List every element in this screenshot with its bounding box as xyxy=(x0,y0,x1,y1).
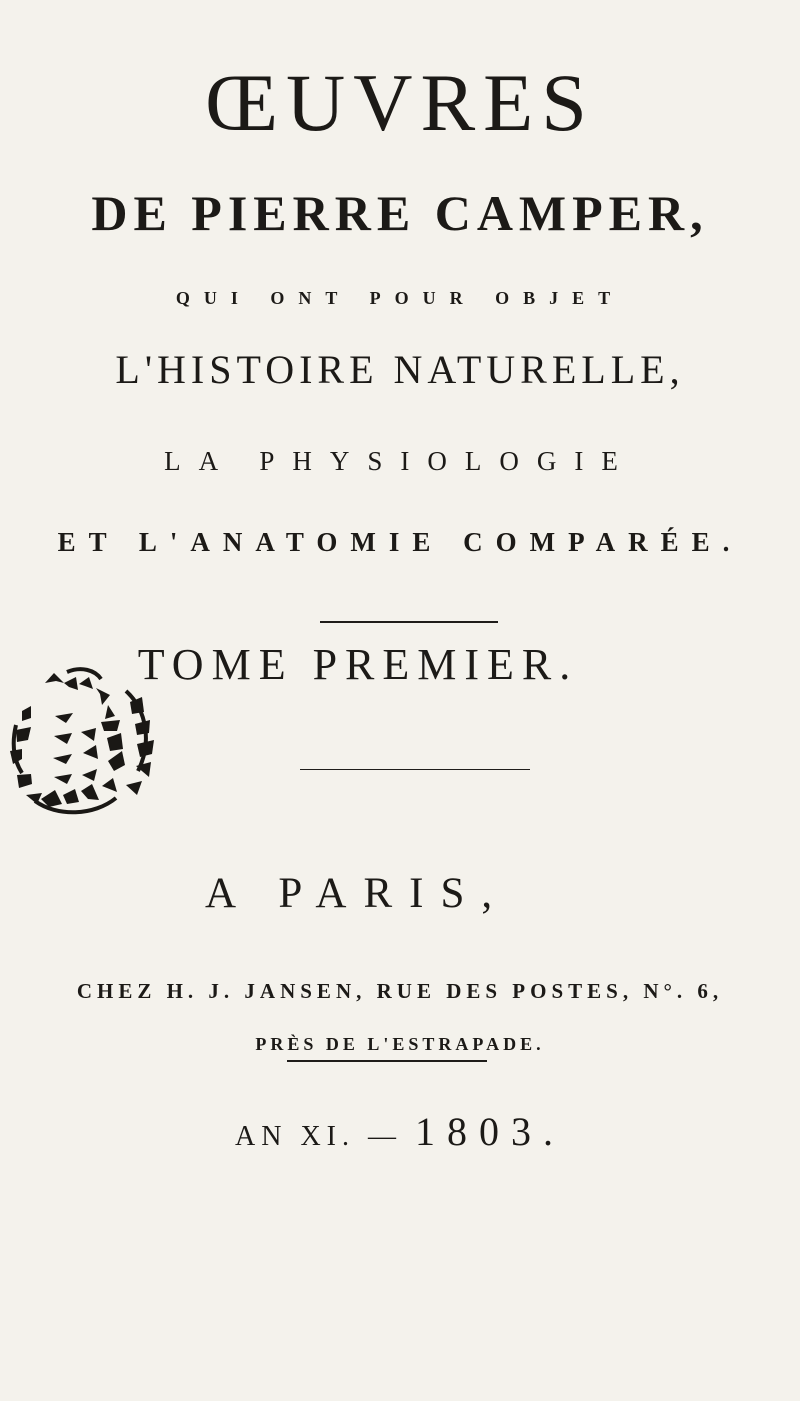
publisher-address: PRÈS DE L'ESTRAPADE. xyxy=(255,1034,545,1054)
divider-1 xyxy=(320,621,498,623)
divider-3 xyxy=(287,1060,487,1062)
calendar-year-label: AN XI. — xyxy=(235,1121,402,1152)
author-title: DE PIERRE CAMPER, xyxy=(91,185,709,241)
subject-line-2: LA PHYSIOLOGIE xyxy=(164,446,636,476)
publication-place: A PARIS, xyxy=(205,870,510,917)
publication-date xyxy=(0,1109,800,1154)
divider-2 xyxy=(300,769,530,770)
subject-line-3: ET L'ANATOMIE COMPARÉE. xyxy=(57,527,743,557)
work-title: ŒUVRES xyxy=(205,57,595,148)
volume-title: TOME PREMIER. xyxy=(137,640,579,689)
subject-line-1: L'HISTOIRE NATURELLE, xyxy=(115,347,685,392)
library-stamp-icon xyxy=(6,663,181,818)
subject-intro: QUI ONT POUR OBJET xyxy=(175,288,625,308)
publisher-line: CHEZ H. J. JANSEN, RUE DES POSTES, N°. 6, xyxy=(76,979,724,1003)
year-value: 1803. xyxy=(415,1109,565,1154)
